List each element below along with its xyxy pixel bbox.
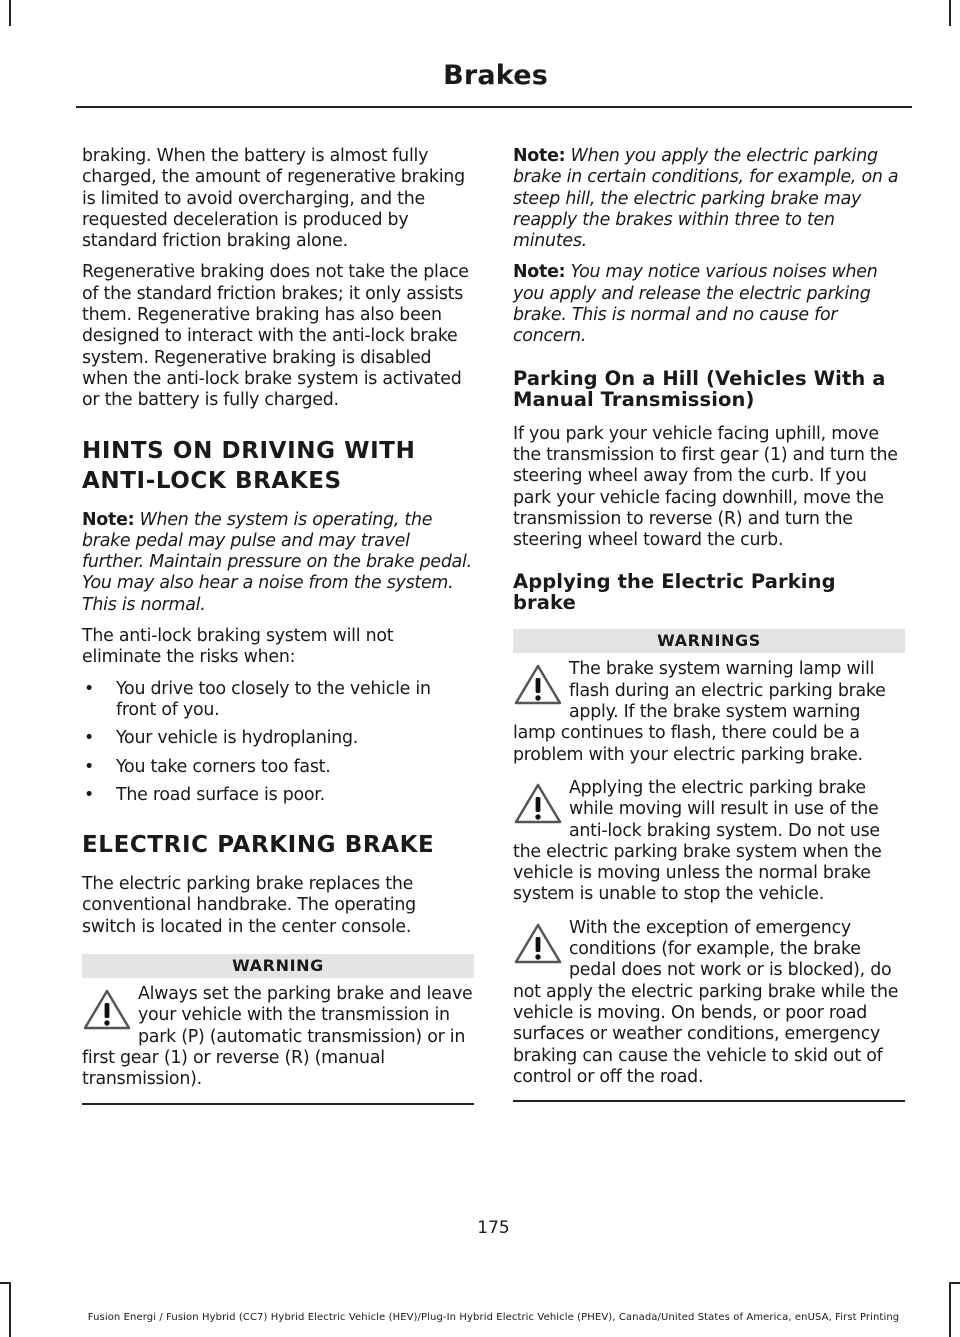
left-column	[82, 146, 474, 1105]
paragraph-epb-intro: The electric parking brake replaces the conventional handbrake. The operating switch is located in the center console.	[82, 874, 416, 937]
list-item: • You drive too closely to the vehicle in front of you.	[84, 678, 431, 720]
warning-item	[513, 778, 905, 906]
warning-triangle-icon	[82, 988, 132, 1032]
heading-parking-on-hill: Parking On a Hill (Vehicles With a Manual Transmission)	[513, 366, 886, 411]
bullet-dot: •	[84, 784, 95, 805]
note-abs-pulse	[82, 510, 474, 616]
crop-mark-bottom-left	[9, 1282, 11, 1337]
warning-triangle-icon	[513, 782, 563, 826]
paragraph-regen-assists: Regenerative braking does not take the place of the standard friction brakes; it only assists them. Regenerative braking has also been designed to interact with the anti-lock brake system. Regenerative braking is disabled when the anti-lock brake system is activated or the battery is fully charged.	[82, 262, 469, 411]
note-text: When you apply the electric parking brake in certain conditions, for example, on a steep hill, the electric parking brake may reapply the brakes within three to ten minutes.	[513, 146, 899, 252]
right-column	[513, 146, 905, 1102]
footer-text: Fusion Energi / Fusion Hybrid (CC7) Hybrid Electric Vehicle (HEV)/Plug-In Hybrid Electric Vehicle (PHEV), Canada/United States of America, enUSA, First Printing	[87, 1312, 900, 1323]
list-item: • You take corners too fast.	[84, 756, 331, 777]
crop-mark-bottom-right	[949, 1282, 951, 1337]
warning-header: WARNING	[82, 954, 474, 978]
heading-applying-epb: Applying the Electric Parking brake	[513, 570, 836, 615]
header-rule	[76, 106, 912, 108]
heading-electric-parking-brake: ELECTRIC PARKING BRAKE	[82, 832, 435, 859]
paragraph-regen-continued: braking. When the battery is almost fully charged, the amount of regenerative braking is limited to avoid overcharging, and the requested deceleration is produced by standard friction braking alone.	[82, 146, 465, 252]
warning-text: Applying the electric parking brake while moving will result in use of the anti-lock braking system. Do not use the electric parking brake system when the vehicle is moving unless the normal brake system is unable to stop the vehicle.	[513, 777, 882, 905]
heading-hints-abs: HINTS ON DRIVING WITH ANTI-LOCK BRAKES	[82, 437, 416, 494]
note-text: When the system is operating, the brake pedal may pulse and may travel further. Maintain pressure on the brake pedal. You may also hear a noise from the system. This is normal.	[82, 509, 472, 615]
bullet-dot: •	[84, 678, 95, 699]
warning-text: With the exception of emergency conditions (for example, the brake pedal does not work or is blocked), do not apply the electric parking brake while the vehicle is moving. On bends, or poor road surfaces or weather conditions, emergency braking can cause the vehicle to skid out of control or off the road.	[513, 917, 899, 1087]
list-item: • The road surface is poor.	[84, 784, 325, 805]
note-label: Note:	[82, 509, 135, 530]
note-epb-noises	[513, 262, 905, 347]
crop-mark-top-right	[949, 0, 951, 26]
crop-mark-bottom-left-h	[0, 1282, 11, 1284]
warnings-header: WARNINGS	[513, 629, 905, 653]
warning-triangle-icon	[513, 922, 563, 966]
note-label: Note:	[513, 262, 566, 283]
paragraph-abs-risks: The anti-lock braking system will not eliminate the risks when:	[82, 626, 394, 668]
bullet-dot: •	[84, 756, 95, 777]
warning-text: Always set the parking brake and leave your vehicle with the transmission in park (P) (automatic transmission) or in first gear (1) or reverse (R) (manual transmission).	[82, 984, 473, 1090]
note-label: Note:	[513, 146, 566, 166]
warning-item	[513, 918, 905, 1088]
bullet-dot: •	[84, 728, 95, 749]
warning-triangle-icon	[513, 663, 563, 707]
bullet-list-abs-risks	[82, 679, 474, 806]
note-text: You may notice various noises when you apply and release the electric parking brake. This is normal and no cause for concern.	[513, 262, 878, 347]
crop-mark-top-left	[9, 0, 11, 26]
page-number: 175	[477, 1218, 510, 1238]
warning-item	[513, 659, 905, 765]
warning-end-rule	[82, 1103, 474, 1105]
page-header-title: Brakes	[443, 60, 548, 91]
warning-item	[82, 984, 474, 1090]
warning-end-rule	[513, 1100, 905, 1102]
crop-mark-bottom-right-h	[949, 1282, 960, 1284]
paragraph-parking-on-hill: If you park your vehicle facing uphill, move the transmission to first gear (1) and turn the steering wheel away from the curb. If you park your vehicle facing downhill, move the transmission to reverse (R) and turn the steering wheel toward the curb.	[513, 423, 898, 551]
list-item: • Your vehicle is hydroplaning.	[84, 728, 359, 749]
note-epb-reapply	[513, 146, 905, 252]
warning-text: The brake system warning lamp will flash during an electric parking brake apply. If the brake system warning lamp continues to flash, there could be a problem with your electric parking brake.	[513, 659, 886, 765]
